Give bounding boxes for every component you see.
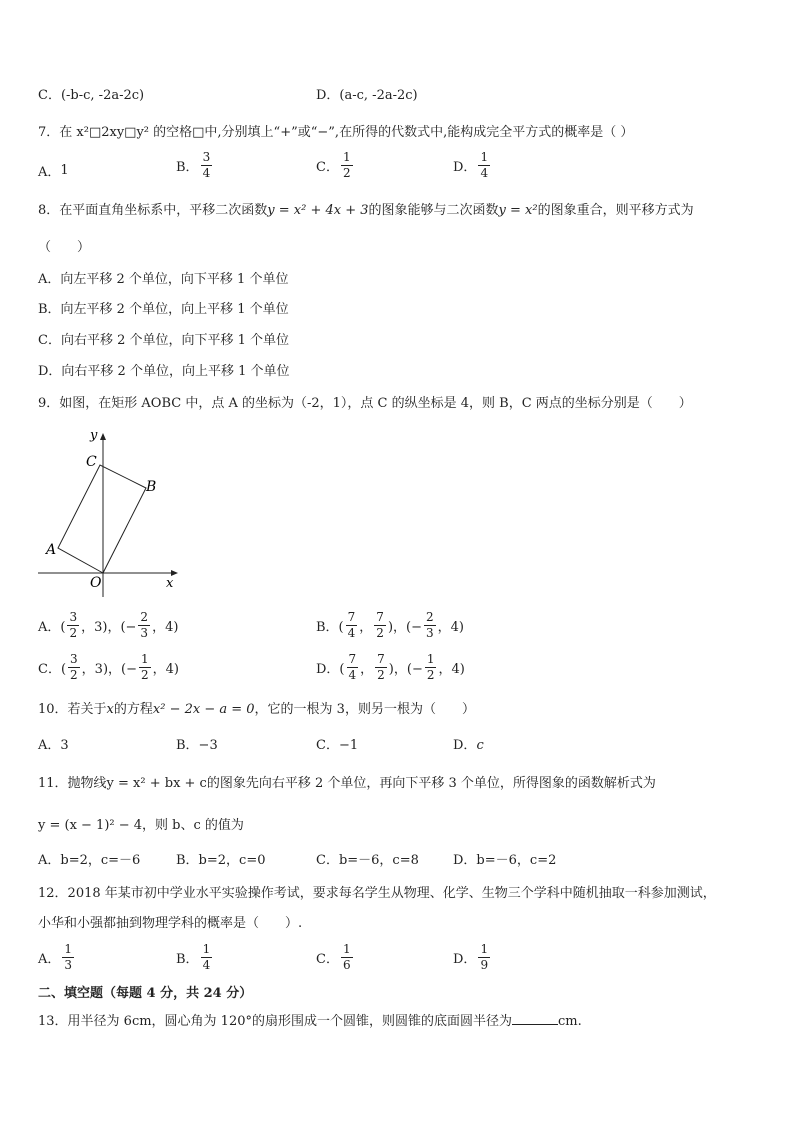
- y-axis-arrow: [100, 433, 106, 440]
- fraction: [375, 652, 387, 683]
- fraction: [201, 942, 213, 973]
- q13-stem: [38, 1012, 582, 1030]
- option-label: B．: [176, 160, 199, 175]
- q9-option-a: [38, 610, 178, 641]
- q10-stem-mid: 的方程: [113, 702, 153, 717]
- fraction: [201, 150, 213, 181]
- label-b: B: [146, 479, 157, 495]
- numerator: 1: [480, 150, 489, 164]
- q10-stem-pre: 10．若关于: [38, 702, 107, 717]
- fraction: [425, 652, 437, 683]
- numerator: 7: [376, 610, 384, 624]
- option-text: ，4): [152, 662, 179, 677]
- q8-option-d: D．向右平移 2 个单位，向上平移 1 个单位: [38, 364, 290, 379]
- option-text: ，3)，(−: [81, 620, 137, 635]
- option-label: D．: [453, 738, 477, 753]
- fraction: [139, 652, 151, 683]
- q11-option-b: B．b=2，c=0: [176, 853, 266, 868]
- numerator: 7: [348, 652, 357, 666]
- q12-option-c: [316, 942, 355, 973]
- q7-option-b: [176, 150, 214, 181]
- numerator: 2: [140, 610, 149, 624]
- option-label: B．: [176, 952, 199, 967]
- option-label: C．: [316, 160, 339, 175]
- q10-option-c: C．−1: [316, 738, 359, 753]
- q12-stem-line1: 12．2018 年某市初中学业水平实验操作考试，要求每名学生从物理、化学、生物三个学科中随机抽取一科参加测试，: [38, 886, 716, 901]
- numerator: 3: [69, 610, 78, 624]
- q10-equation: x² − 2x − a = 0: [152, 702, 255, 717]
- numerator: 3: [70, 652, 78, 666]
- option-label: C．(: [38, 662, 67, 677]
- q7-option-c: [316, 150, 355, 181]
- denominator: 4: [480, 166, 489, 180]
- fraction: [424, 610, 436, 641]
- option-text: ，: [359, 620, 373, 635]
- option-text: )，(−: [388, 662, 423, 677]
- numerator: 7: [377, 652, 385, 666]
- q10-variable: x: [106, 702, 114, 717]
- numerator: 1: [480, 942, 489, 956]
- q9-figure: [30, 425, 190, 605]
- numerator: 1: [64, 942, 73, 956]
- q8-option-a: A．向左平移 2 个单位，向下平移 1 个单位: [38, 272, 289, 287]
- q12-stem-line2: 小华和小强都抽到物理学科的概率是（ ）.: [38, 916, 303, 931]
- denominator: 2: [342, 166, 351, 180]
- q8-stem-pre: 8．在平面直角坐标系中，平移二次函数: [38, 203, 268, 218]
- denominator: 3: [140, 626, 149, 640]
- label-x: x: [166, 576, 174, 591]
- q11-option-d: D．b=－6，c=2: [453, 853, 557, 868]
- q12-option-b: [176, 942, 214, 973]
- denominator: 4: [348, 668, 357, 682]
- fraction: [67, 610, 79, 641]
- numerator: 2: [425, 610, 434, 624]
- q8-answer-paren: （ ）: [38, 240, 91, 255]
- numerator: 1: [342, 942, 351, 956]
- option-label: B．(: [316, 620, 344, 635]
- denominator: 6: [342, 958, 351, 972]
- label-c: C: [86, 454, 97, 470]
- q8-equation-2: y = x²: [498, 203, 538, 218]
- numerator: 1: [342, 150, 351, 164]
- denominator: 4: [202, 166, 211, 180]
- q11-option-c: C．b=－6，c=8: [316, 853, 419, 868]
- denominator: 2: [426, 668, 435, 682]
- section-heading: 二、填空题（每题 4 分，共 24 分）: [38, 986, 253, 1001]
- q10-stem: [38, 702, 475, 718]
- option-label: D．: [453, 952, 477, 967]
- fraction: [478, 942, 490, 973]
- denominator: 2: [376, 626, 384, 640]
- denominator: 3: [425, 626, 434, 640]
- label-y: y: [90, 428, 98, 443]
- q8-option-c: C．向右平移 2 个单位，向下平移 1 个单位: [38, 333, 290, 348]
- denominator: 2: [70, 668, 78, 682]
- fraction: [138, 610, 150, 641]
- q8-stem-post: 的图象重合，则平移方式为: [537, 203, 694, 218]
- numerator: 1: [140, 652, 149, 666]
- q12-option-a: [38, 942, 76, 973]
- option-label: C．: [316, 952, 339, 967]
- fraction: [347, 652, 359, 683]
- q11-stem-post: 的图象先向右平移 2 个单位，再向下平移 3 个单位，所得图象的函数解析式为: [206, 776, 656, 791]
- denominator: 4: [202, 958, 211, 972]
- denominator: 2: [140, 668, 149, 682]
- numerator: 1: [426, 652, 435, 666]
- q7-stem: 7．在 x²□2xy□y² 的空格□中,分别填上“+”或“−”,在所得的代数式中,能构成完全平方式的概率是（ ）: [38, 125, 634, 140]
- option-label: A．: [38, 952, 61, 967]
- q10-option-a: A．3: [38, 738, 69, 753]
- numerator: 1: [202, 942, 211, 956]
- q6-option-c: C．(-b-c, -2a-2c): [38, 88, 145, 103]
- q7-option-a: [38, 160, 69, 180]
- q12-option-d: [453, 942, 492, 973]
- option-text: ，3)，(−: [81, 662, 137, 677]
- rectangle-aobc: [58, 465, 146, 573]
- numerator: 7: [347, 610, 356, 624]
- option-value: 1: [60, 162, 69, 178]
- q10-stem-post: ，它的一根为 3，则另一根为（ ）: [254, 702, 475, 717]
- q11-equation-1: y = x² + bx + c: [106, 776, 207, 791]
- fraction: [68, 652, 80, 683]
- q11-stem-pre: 11．抛物线: [38, 776, 107, 791]
- denominator: 4: [347, 626, 356, 640]
- q13-stem-post: cm.: [558, 1014, 582, 1029]
- q11-equation-2: y = (x − 1)² − 4: [38, 818, 143, 833]
- option-text: ，: [360, 662, 374, 677]
- fraction: [62, 942, 74, 973]
- q9-option-c: [38, 652, 179, 683]
- option-label: D．(: [316, 662, 345, 677]
- denominator: 2: [377, 668, 385, 682]
- label-o: O: [90, 575, 102, 591]
- q11-line2-post: ，则 b、c 的值为: [142, 818, 244, 833]
- denominator: 2: [69, 626, 78, 640]
- fraction: [478, 150, 490, 181]
- q11-option-a: A．b=2，c=－6: [38, 853, 141, 868]
- fraction: [341, 942, 353, 973]
- fraction: [374, 610, 386, 641]
- q13-stem-pre: 13．用半径为 6cm，圆心角为 120°的扇形围成一个圆锥，则圆锥的底面圆半径为: [38, 1014, 512, 1029]
- q11-stem-line2: [38, 818, 244, 834]
- option-text: )，(−: [387, 620, 422, 635]
- q10-option-b: B．−3: [176, 738, 218, 753]
- option-label: A．(: [38, 620, 66, 635]
- option-text: ，4): [437, 620, 464, 635]
- label-a: A: [46, 542, 57, 558]
- q8-option-b: B．向左平移 2 个单位，向上平移 1 个单位: [38, 302, 289, 317]
- q9-stem: 9．如图，在矩形 AOBC 中，点 A 的坐标为（-2，1），点 C 的纵坐标是 4，则 B，C 两点的坐标分别是（ ）: [38, 396, 692, 411]
- q9-option-d: [316, 652, 465, 683]
- q8-stem: [38, 203, 694, 219]
- fraction: [346, 610, 358, 641]
- option-text: ，4): [152, 620, 179, 635]
- option-label: A．: [38, 164, 61, 180]
- option-text: ，4): [438, 662, 465, 677]
- q9-option-b: [316, 610, 464, 641]
- denominator: 3: [64, 958, 73, 972]
- option-value: c: [476, 738, 484, 753]
- fraction: [341, 150, 353, 181]
- numerator: 3: [202, 150, 211, 164]
- q6-option-d: D．(a-c, -2a-2c): [316, 88, 418, 103]
- option-label: D．: [453, 160, 477, 175]
- q11-stem: [38, 776, 656, 792]
- q7-option-d: [453, 150, 492, 181]
- q8-stem-mid: 的图象能够与二次函数: [368, 203, 499, 218]
- q8-equation-1: y = x² + 4x + 3: [267, 203, 369, 218]
- denominator: 9: [480, 958, 489, 972]
- q10-option-d: [453, 738, 484, 754]
- answer-blank: [512, 1012, 558, 1025]
